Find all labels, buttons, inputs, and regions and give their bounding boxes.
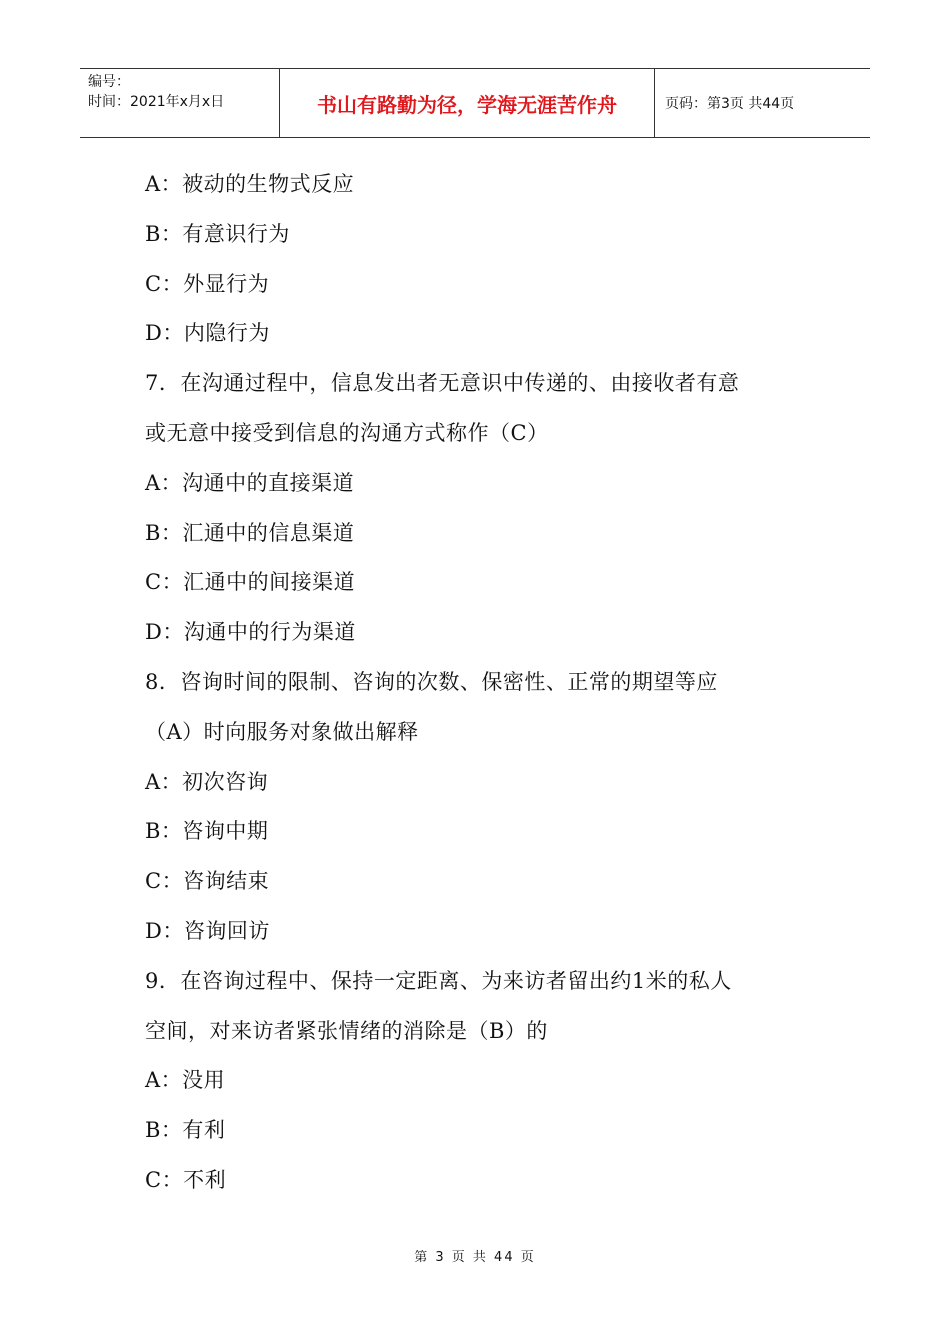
question-line: 空间，对来访者紧张情绪的消除是（B）的 (145, 1018, 548, 1043)
text-line: C：汇通中的间接渠道 (145, 570, 356, 595)
page-header (80, 68, 870, 138)
text-line: C：咨询结束 (145, 869, 270, 894)
serial-number-label: 编号： (88, 74, 130, 90)
date-label: 时间：2021年x月x日 (88, 94, 225, 110)
question-line: 或无意中接受到信息的沟通方式称作（C） (145, 420, 549, 445)
text-line: A：没用 (145, 1068, 226, 1093)
question-line: （A）时向服务对象做出解释 (145, 719, 419, 744)
text-line: C：外显行为 (145, 271, 270, 296)
text-line: B：有意识行为 (145, 221, 290, 246)
text-line: A：初次咨询 (145, 769, 269, 794)
text-line: B：咨询中期 (145, 819, 269, 844)
header-page-cell (655, 69, 870, 137)
question-line: 7．在沟通过程中，信息发出者无意识中传递的、由接收者有意 (145, 371, 740, 396)
document-body (145, 160, 825, 1206)
text-line: C：不利 (145, 1167, 227, 1192)
text-line: B：汇通中的信息渠道 (145, 520, 355, 545)
page-footer (0, 1246, 950, 1265)
header-meta-cell (80, 69, 280, 137)
text-line: D：内隐行为 (145, 321, 270, 346)
motto-text: 书山有路勤为径，学海无涯苦作舟 (317, 92, 617, 117)
text-line: B：有利 (145, 1118, 226, 1143)
question-line: 8．咨询时间的限制、咨询的次数、保密性、正常的期望等应 (145, 669, 718, 694)
text-line: A：被动的生物式反应 (145, 172, 355, 196)
page-info: 页码：第3页 共44页 (665, 96, 795, 112)
text-line: D：沟通中的行为渠道 (145, 620, 356, 645)
text-line: A：沟通中的直接渠道 (145, 470, 355, 495)
question-line: 9．在咨询过程中、保持一定距离、为来访者留出约1米的私人 (145, 968, 732, 993)
text-line: D：咨询回访 (145, 918, 270, 943)
footer-page-number: 第 3 页 共 44 页 (414, 1250, 536, 1265)
header-motto-cell (280, 69, 655, 137)
